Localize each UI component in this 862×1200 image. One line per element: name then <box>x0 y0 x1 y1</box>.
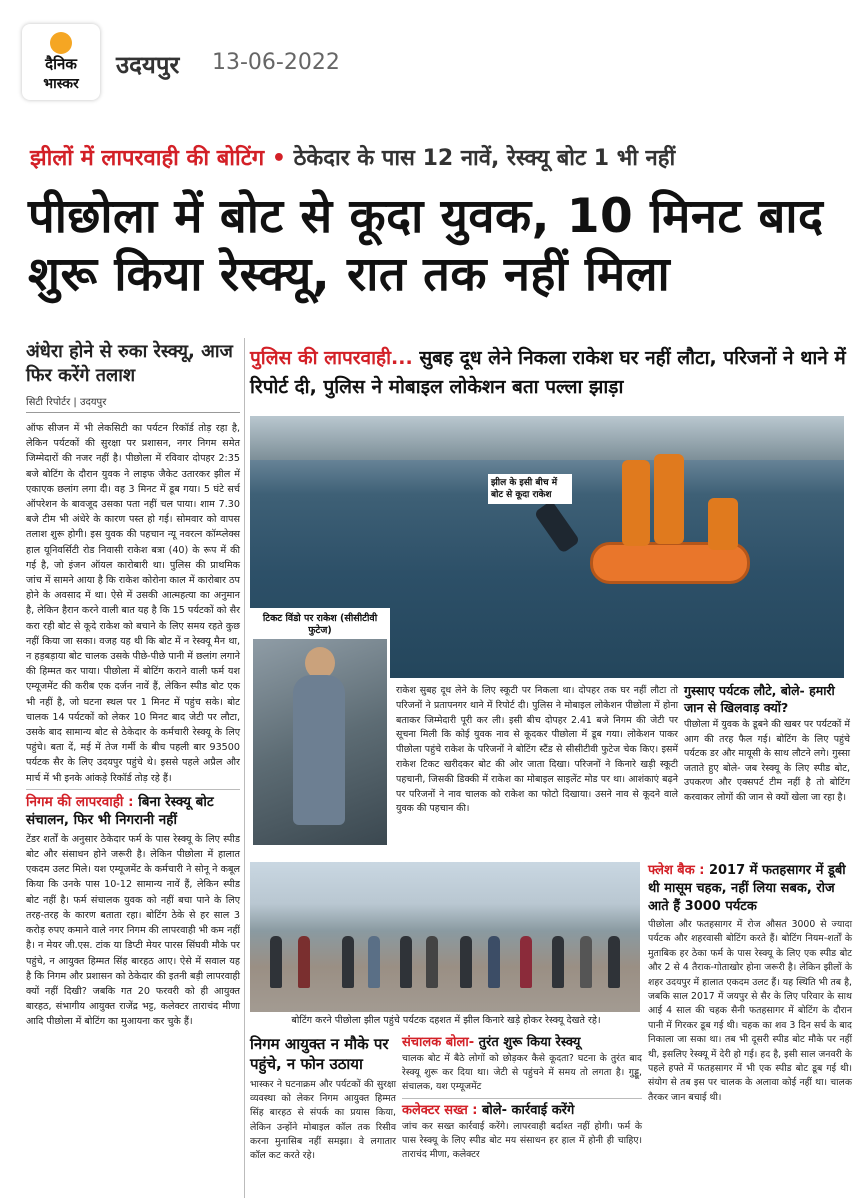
tourist-figure <box>426 936 438 988</box>
main-headline: पीछोला में बोट से कूदा युवक, 10 मिनट बाद शुरू किया रेस्क्यू, रात तक नहीं मिला <box>28 189 824 302</box>
tourist-body: पीछोला में युवक के डूबने की खबर पर पर्यटकों में आग की तरह फैल गई। बोटिंग के लिए पहुंचे पर्यटक डर और मायूसी के साथ लौटने लगे। गुस्सा जताते हुए बोले- जब रेस्क्यू के लिए स्पीड बोट, उपकरण और एक्सपर्ट टीम नहीं है तो बोटिंग करवाकर लोगों की जान से क्यों खेला जा रहा है। <box>684 719 850 803</box>
operator-head-rest: तुरंत शुरू किया रेस्क्यू <box>478 1035 581 1050</box>
commissioner-box <box>250 1034 396 1163</box>
flashback-head <box>648 862 852 916</box>
nigam-box-head <box>26 793 240 829</box>
inset-label: टिकट विंडो पर राकेश (सीसीटीवी फुटेज) <box>253 611 387 639</box>
collector-body: जांच कर सख्त कार्रवाई करेंगे। लापरवाही बर्दाश्त नहीं होगी। फर्म के पास रेस्क्यू के लिए स्पीड बोट मय संसाधन हर हाल में होनी ही चाहिए। ताराचंद मीणा, कलेक्टर <box>402 1120 642 1161</box>
police-story-body: राकेश सुबह दूध लेने के लिए स्कूटी पर निकला था। दोपहर तक घर नहीं लौटा तो परिजनों ने प्रतापनगर थाने में रिपोर्ट दी। पुलिस ने मोबाइल लोकेशन पीछोला में होना बताकर जिम्मेदारी पूरी कर ली। इसी बीच दोपहर 2.41 बजे निगम की जेटी पर सूचना मिली कि कोई युवक नाव से कूदकर पीछोला में डूब गया। लोकेशन पाकर पीछोला पहुंचे राकेश के परिजनों ने बोटिंग स्टैंड से सीसीटीवी फुटेज चेक किए। इसमें राकेश टिकट खरीदकर बोट की ओर जाता दिखा। परिजनों ने किनारे खड़ी स्कूटी पहचानी, जिसकी डिक्की में राकेश का मोबाइल साइलेंट मोड पर था। आशंकाएं बढ़ने पर परिजनों ने नाव चालक को राकेश का फोटो दिखाया। उसने नाव से कूदने वाले युवक की पहचान की। <box>396 685 678 815</box>
tourist-figure <box>298 936 310 988</box>
tourist-figure <box>342 936 354 988</box>
person-body <box>293 675 345 825</box>
logo-line-2: भास्कर <box>43 76 79 92</box>
photo-callout: झील के इसी बीच में बोट से कूदा राकेश <box>488 474 572 504</box>
tourist-figure <box>460 936 472 988</box>
collector-head-red: कलेक्टर सख्त : <box>402 1102 478 1118</box>
bullet-dot: • <box>264 146 294 171</box>
tourist-figure <box>488 936 500 988</box>
kicker-line <box>30 142 850 172</box>
divider <box>402 1098 642 1099</box>
tourist-figure <box>270 936 282 988</box>
flashback-body: पीछोला और फतहसागर में रोज औसत 3000 से ज्यादा पर्यटक और शहरवासी बोटिंग करते हैं। बोटिंग नियम-शर्तों के मुताबिक हर ठेका फर्म के पास रेस्क्यू के लिए एक स्पीड बोट और 2 से 4 तैराक-गोताखोर होना जरूरी है। लेकिन झीलों के शहर उदयपुर में हालात एकदम उलट हैं। यह स्थिति भी तब है, जबकि साल 2017 में जयपुर से सैर के लिए परिवार के साथ आई 4 साल की चहक सैनी फतहसागर में बोटिंग के दौरान पानी में गिरकर डूब गई थी। चहक का शव 3 दिन सर्च के बाद निकाला जा सका था। तब भी दूसरी स्पीड बोट मौके पर नहीं थी, इसलिए रेस्क्यू में देरी हो गई। हद है, इसी साल जनवरी के पहले हफ्ते में फतहसागर में भी एक स्पीड बोट डूब गई थी। संयोग से तब इस पर चालक के अलावा कोई नहीं था। चालक तैरकर जान बचाई थी। <box>648 919 852 1103</box>
divider <box>26 789 240 790</box>
rescuer-figure <box>708 498 738 550</box>
tourist-figure <box>608 936 620 988</box>
collector-head <box>402 1102 642 1120</box>
tourists-crowd-photo <box>250 862 640 1012</box>
nigam-box-head-red: निगम की लापरवाही : <box>26 793 134 810</box>
operator-head <box>402 1034 642 1052</box>
dainik-bhaskar-logo[interactable] <box>22 24 100 100</box>
operator-head-red: संचालक बोला- <box>402 1035 475 1050</box>
tourist-figure <box>520 936 532 988</box>
shoreline <box>250 416 844 460</box>
flashback-box <box>648 862 852 1105</box>
police-tag: पुलिस की लापरवाही... <box>250 347 413 369</box>
crowd-photo-caption: बोटिंग करने पीछोला झील पहुंचे पर्यटक दहशत में झील किनारे खड़े होकर रेस्क्यू देखते रहे। <box>291 1015 601 1026</box>
kicker-rest: ठेकेदार के पास 12 नावें, रेस्क्यू बोट 1 भी नहीं <box>293 146 676 171</box>
tourist-head: गुस्साए पर्यटक लौटे, बोले- हमारी जान से खिलवाड़ क्यों? <box>684 683 835 715</box>
rescuer-figure <box>654 454 684 544</box>
tourist-figure <box>400 936 412 988</box>
left-body: ऑफ सीजन में भी लेकसिटी का पर्यटन रिकॉर्ड तोड़ रहा है, लेकिन पर्यटकों की सुरक्षा पर प्रशासन, नगर निगम समेत जिम्मेदारों की नजर नहीं है। पीछोला में रविवार दोपहर 2:35 बजे बोटिंग के दौरान युवक ने लाइफ जैकेट उतारकर झील में एकाएक छलांग लगा दी। वह 3 मिनट में डूब गया। 5 घंटे सर्च ऑपरेशन के बावजूद उसका पता नहीं चल पाया। शाम 7.30 बजे टीम भी अंधेरे के कारण पस्त हो गई। सोमवार को वापस तलाश शुरू होगी। इस युवक की पहचान न्यू नवरत्न कॉम्प्लेक्स हाल यूनिवर्सिटी रोड निवासी राकेश बत्रा (40) के रूप में की गई है, जो इंजन ऑयल कारोबारी था। पुलिस की प्राथमिक जांच में सामने आया है कि राकेश कोरोना काल में कारोबार ठप होने के अवसाद में था। ऐसे में उसकी आत्महत्या का अनुमान है, लेकिन हैरान करने वाली बात यह है कि 15 पर्यटकों को सैर करा रही बोट से कूदे राकेश को बचाने के लिए समय रहते कुछ नहीं किया जा सका। वजह यह थी कि बोट में न रेस्क्यू मैन था, न हड़बड़ाया बोट चालक उसके पीछे-पीछे पानी में छलांग लगाने की हिम्मत कर पाया। पीछोला में बोटिंग कराने वाली फर्म यश एम्यूजमेंट की करीब एक दर्जन नावें हैं, लेकिन स्पीड बोट एक भी नहीं है, जो घटना स्थल पर 1 मिनट में पहुंच सके। बोट चालक 14 पर्यटकों को लेकर 10 मिनट बाद जेटी पर लौटा, उसके बाद सामान्य बोट से ठेकेदार के कर्मचारी रेस्क्यू के लिए पहुंचे। बता दें, मई में तेज गर्मी के बीच पहली बार 93500 पर्यटक सैर के लिए उदयपुर पहुंचे थे। इससे पहले अप्रैल और मार्च में भी इनके आंकड़े रिकॉर्ड तोड़ रहे हैं। <box>26 423 240 784</box>
nigam-box-head-rest: बिना रेस्क्यू बोट संचालन, फिर भी निगरानी नहीं <box>26 793 214 828</box>
edition-date: 13-06-2022 <box>212 50 340 75</box>
tourist-figure <box>580 936 592 988</box>
byline: सिटी रिपोर्टर | उदयपुर <box>26 394 240 413</box>
top-bar <box>0 0 862 122</box>
logo-line-1: दैनिक <box>45 55 77 73</box>
edition-city: उदयपुर <box>116 51 180 79</box>
kicker-red: झीलों में लापरवाही की बोटिंग <box>30 146 265 171</box>
tourist-figure <box>552 936 564 988</box>
police-subhead <box>250 344 850 402</box>
left-subhead: अंधेरा होने से रुका रेस्क्यू, आज फिर करेंगे तलाश <box>26 341 233 386</box>
diver-figure <box>534 500 581 554</box>
flashback-headline: 2017 में फतहसागर में डूबी थी मासूम चहक, नहीं लिया सबक, रोज आते हैं 3000 पर्यटक <box>648 863 846 914</box>
tourist-box <box>684 682 850 806</box>
flashback-tag: फ्लेश बैक : <box>648 863 705 878</box>
sun-icon <box>50 32 72 54</box>
nigam-box-body: टेंडर शर्तों के अनुसार ठेकेदार फर्म के पास रेस्क्यू के लिए स्पीड बोट और संसाधन होने जरूरी है। लेकिन पीछोला में हालात एकदम उलट मिले। यश एम्यूजमेंट के कर्मचारी ने सोनू ने कबूल किया कि उनके पास 10-12 सामान्य नावें हैं, लेकिन स्पीड बोट नहीं है। फर्म संचालक युवक को नहीं बचा पाने के लिए तरह-तरह के कारण बताता रहा। बोटिंग ठेके से हर साल 3 करोड़ रुपए कमाने वाले नगर निगम की लापरवाही भी कम नहीं है। न मेयर जी.एस. टांक या डिप्टी मेयर पारस सिंघवी मौके पर पहुंचे, न आयुक्त हिम्मत सिंह बारहठ आए। ऐसे में सवाल यह है कि निगम और प्रशासन को ठेकेदार की इतनी बड़ी लापरवाही क्यों नहीं दिखी? जबकि गत 20 फरवरी को ही आयुक्त बारहठ, संभागीय आयुक्त राजेंद्र भट्ट, कलेक्टर ताराचंद मीणा आदि पीछोला में बोटिंग का मुआयना कर चुके हैं। <box>26 833 240 1028</box>
rescuer-figure <box>622 460 650 546</box>
collector-head-rest: बोले- कार्रवाई करेंगे <box>482 1102 575 1118</box>
column-divider <box>244 338 245 1198</box>
commissioner-body: भास्कर ने घटनाक्रम और पर्यटकों की सुरक्षा व्यवस्था को लेकर निगम आयुक्त हिम्मत सिंह बारहठ से संपर्क का प्रयास किया, लेकिन उन्होंने मोबाइल कॉल तक रिसीव करना मुनासिब नहीं समझा। वे लगातार कॉल कट करते रहे। <box>250 1079 396 1162</box>
cctv-inset-photo <box>250 608 390 848</box>
operator-box <box>402 1034 642 1162</box>
commissioner-head: निगम आयुक्त न मौके पर पहुंचे, न फोन उठाया <box>250 1035 389 1073</box>
police-line: सुबह दूध लेने निकला राकेश घर नहीं लौटा, परिजनों ने थाने में रिपोर्ट दी, पुलिस ने मोबाइल लोकेशन बता पल्ला झाड़ा <box>250 347 846 398</box>
operator-body: चालक बोट में बैठे लोगों को छोड़कर कैसे कूदता? घटना के तुरंत बाद रेस्क्यू शुरू कर दिया था। जेटी से पहुंचने में समय तो लगता है। गुड्डू, संचालक, यश एम्यूजमेंट <box>402 1053 642 1093</box>
left-column <box>26 340 240 1030</box>
tourist-figure <box>368 936 380 988</box>
